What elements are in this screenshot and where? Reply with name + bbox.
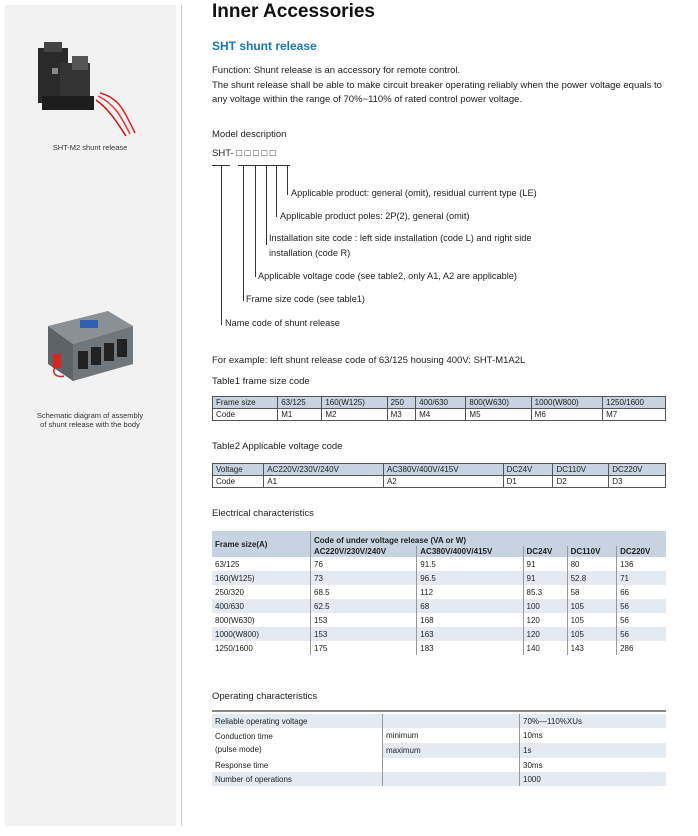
- table2-cell: D2: [553, 476, 609, 488]
- electrical-cell: 163: [417, 627, 523, 641]
- table-row: [212, 599, 666, 613]
- tree-hline-mid: [238, 165, 290, 166]
- electrical-cell: 105: [567, 627, 616, 641]
- operating-cell: [383, 758, 520, 772]
- table1-cell: M5: [466, 409, 531, 421]
- electrical-cell: 153: [311, 613, 417, 627]
- table2-header-cell: AC220V/230V/240V: [264, 464, 384, 476]
- table2-cell: A2: [383, 476, 503, 488]
- example-text: For example: left shunt release code of 63/125 housing 400V: SHT-M1A2L: [212, 355, 526, 366]
- table1-cell: M3: [387, 409, 416, 421]
- electrical-cell: 52.8: [567, 571, 616, 585]
- electrical-cell: 250/320: [215, 587, 244, 597]
- model-description-label: Model description: [212, 129, 287, 140]
- electrical-cell: 160(W125): [212, 571, 311, 585]
- electrical-col-header: AC220V/230V/240V: [311, 546, 417, 557]
- electrical-cell: 71: [617, 571, 666, 585]
- table1-header-row: [213, 397, 666, 409]
- operating-cell: Reliable operating voltage: [212, 714, 383, 728]
- table1-header-cell: 160(W125): [322, 397, 387, 409]
- electrical-cell: 800(W630): [215, 615, 255, 625]
- electrical-cell: 153: [311, 627, 417, 641]
- electrical-cell: 73: [311, 571, 417, 585]
- table1-header-cell: Frame size: [213, 397, 278, 409]
- table-row: [212, 557, 666, 571]
- model-code: SHT- □ □ □ □ □: [212, 148, 276, 159]
- electrical-cell: 183: [417, 641, 523, 655]
- operating-caption: Operating characteristics: [212, 691, 318, 702]
- table2-cell: D1: [503, 476, 553, 488]
- operating-cell: [383, 714, 520, 728]
- tree-vline-4: [266, 165, 267, 245]
- electrical-table: [212, 531, 666, 655]
- operating-cell: 10ms: [520, 728, 667, 743]
- electrical-cell: 91.5: [417, 557, 523, 571]
- table-row: [212, 772, 666, 786]
- function-text: Function: Shunt release is an accessory for remote control.: [212, 65, 461, 76]
- electrical-cell: 66: [617, 585, 666, 599]
- electrical-cell: 56: [617, 627, 666, 641]
- table-row: [212, 714, 666, 728]
- electrical-cell: 175: [311, 641, 417, 655]
- tree-item-voltage: Applicable voltage code (see table2, only A1, A2 are applicable): [258, 271, 517, 281]
- electrical-cell: 100: [523, 599, 567, 613]
- caption-assembly-line2: of shunt release with the body: [40, 420, 140, 429]
- table2-header-cell: DC24V: [503, 464, 553, 476]
- electrical-cell: 76: [311, 557, 417, 571]
- electrical-cell: 91: [523, 557, 567, 571]
- electrical-header-row-1: [212, 531, 666, 546]
- table-row: [212, 728, 666, 743]
- table1-header-cell: 400/630: [416, 397, 466, 409]
- voltage-code-table: [212, 463, 666, 488]
- electrical-cell: 112: [417, 585, 523, 599]
- electrical-group-header: Code of under voltage release (VA or W): [311, 531, 667, 546]
- table2-header-cell: Voltage: [213, 464, 264, 476]
- table-row: [212, 758, 666, 772]
- electrical-cell: 1250/1600: [215, 643, 253, 653]
- section-title: SHT shunt release: [212, 39, 317, 53]
- shunt-release-image: [30, 38, 140, 138]
- table2-header-cell: DC220V: [609, 464, 666, 476]
- electrical-cell: 140: [523, 641, 567, 655]
- description-text: The shunt release shall be able to make circuit breaker operating reliably when the power voltage equals to any voltage within the range of 70%~110% of rated control power voltage.: [212, 80, 662, 105]
- electrical-cell: 91: [523, 571, 567, 585]
- electrical-cell: 400/630: [212, 599, 311, 613]
- electrical-caption: Electrical characteristics: [212, 508, 314, 519]
- frame-size-table: [212, 396, 666, 421]
- electrical-cell: 120: [523, 627, 567, 641]
- operating-cell: 1000: [520, 772, 667, 786]
- operating-cell: 30ms: [520, 758, 667, 772]
- electrical-cell: 120: [523, 613, 567, 627]
- pulse-mode-label: (pulse mode): [215, 745, 262, 754]
- table1-cell: M7: [603, 409, 666, 421]
- operating-cell: Number of operations: [212, 772, 383, 786]
- operating-cell: maximum: [383, 743, 520, 758]
- electrical-col-header: DC220V: [617, 546, 666, 557]
- table-row: [212, 627, 666, 641]
- electrical-cell: 85.3: [523, 585, 567, 599]
- table-row: [212, 641, 666, 655]
- vertical-divider: [181, 5, 182, 826]
- tree-item-installation-cont: installation (code R): [269, 248, 351, 258]
- electrical-col-header: DC110V: [567, 546, 616, 557]
- operating-cell: minimum: [383, 728, 520, 743]
- electrical-cell: 168: [417, 613, 523, 627]
- table2-header-row: [213, 464, 666, 476]
- electrical-cell: 105: [567, 599, 616, 613]
- breaker-assembly-image: [38, 306, 138, 386]
- electrical-cell: 96.5: [417, 571, 523, 585]
- tree-item-name: Name code of shunt release: [225, 318, 340, 328]
- table2-cell: A1: [264, 476, 384, 488]
- operating-cell: [212, 728, 383, 758]
- caption-assembly-line1: Schematic diagram of assembly: [36, 411, 144, 420]
- table1-row: [213, 409, 666, 421]
- operating-cell: 70%—110%XUs: [520, 714, 667, 728]
- table1-cell: M4: [416, 409, 466, 421]
- table2-row: [213, 476, 666, 488]
- electrical-cell: 68.5: [311, 585, 417, 599]
- operating-table: [212, 714, 666, 786]
- electrical-cell: 143: [567, 641, 616, 655]
- electrical-cell: 58: [567, 585, 616, 599]
- table-row: [212, 571, 666, 585]
- tree-item-installation: Installation site code : left side installation (code L) and right side: [269, 233, 532, 243]
- electrical-cell: 286: [617, 641, 666, 655]
- tree-vline-3: [255, 165, 256, 277]
- conduction-time-label: Conduction time: [215, 732, 273, 741]
- table1-header-cell: 1000(W800): [531, 397, 602, 409]
- electrical-cell: 1000(W800): [212, 627, 311, 641]
- operating-cell: [383, 772, 520, 786]
- table2-caption: Table2 Applicable voltage code: [212, 441, 343, 452]
- table2-header-cell: AC380V/400V/415V: [383, 464, 503, 476]
- table2-header-cell: DC110V: [553, 464, 609, 476]
- electrical-cell: 56: [617, 599, 666, 613]
- table2-cell: D3: [609, 476, 666, 488]
- electrical-cell: 68: [417, 599, 523, 613]
- page-title: Inner Accessories: [212, 1, 375, 22]
- electrical-cell: 56: [617, 613, 666, 627]
- table1-cell: M6: [531, 409, 602, 421]
- tree-item-poles: Applicable product poles: 2P(2), general (omit): [280, 211, 470, 221]
- operating-top-rule: [212, 710, 666, 712]
- table1-cell: M2: [322, 409, 387, 421]
- electrical-cell: 105: [567, 613, 616, 627]
- operating-cell: Response time: [215, 760, 269, 770]
- tree-vline-1: [221, 165, 222, 325]
- table2-cell: Code: [213, 476, 264, 488]
- electrical-cell: 63/125: [215, 559, 240, 569]
- table-row: [212, 585, 666, 599]
- tree-vline-5: [276, 165, 277, 217]
- tree-vline-6: [287, 165, 288, 195]
- tree-item-product: Applicable product: general (omit), residual current type (LE): [291, 188, 537, 198]
- electrical-frame-header: Frame size(A): [212, 531, 311, 557]
- table1-header-cell: 250: [387, 397, 416, 409]
- table1-header-cell: 63/125: [278, 397, 322, 409]
- operating-cell: 1s: [520, 743, 667, 758]
- electrical-col-header: AC380V/400V/415V: [417, 546, 523, 557]
- table-row: [212, 613, 666, 627]
- electrical-cell: 62.5: [311, 599, 417, 613]
- caption-shunt-release: SHT-M2 shunt release: [52, 143, 128, 152]
- tree-item-frame: Frame size code (see table1): [246, 294, 365, 304]
- tree-vline-2: [243, 165, 244, 301]
- table1-cell: M1: [278, 409, 322, 421]
- table1-caption: Table1 frame size code: [212, 376, 310, 387]
- table1-header-cell: 800(W630): [466, 397, 531, 409]
- table1-header-cell: 1250/1600: [603, 397, 666, 409]
- electrical-col-header: DC24V: [523, 546, 567, 557]
- electrical-cell: 136: [617, 557, 666, 571]
- table1-cell: Code: [213, 409, 278, 421]
- electrical-cell: 80: [567, 557, 616, 571]
